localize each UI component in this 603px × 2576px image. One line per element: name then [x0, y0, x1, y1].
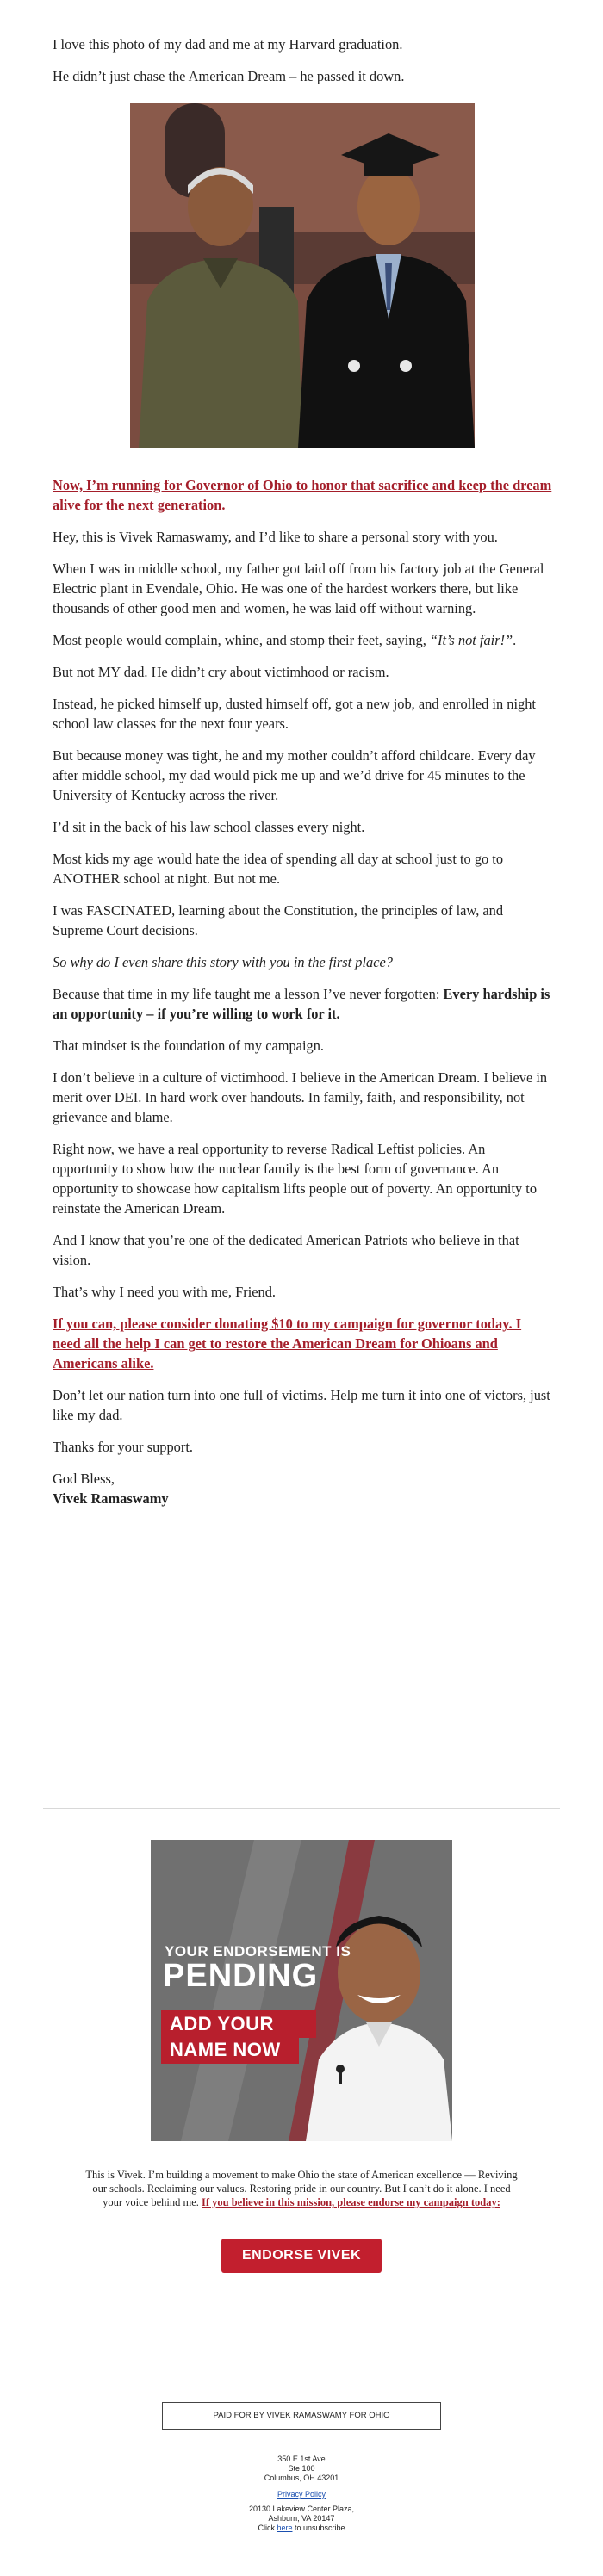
- headline-link-paragraph: [53, 475, 552, 515]
- body-paragraph-4: But not MY dad. He didn’t cry about victimhood or racism.: [53, 664, 389, 680]
- body-paragraph-8: Most kids my age would hate the idea of spending all day at school just to go to ANOTHER school at night. But not me.: [53, 851, 504, 887]
- unsubscribe-text-a: Click: [258, 2523, 277, 2532]
- body-paragraph-12: That mindset is the foundation of my campaign.: [53, 1037, 324, 1054]
- email-body: [53, 34, 552, 1520]
- body-paragraph-5: Instead, he picked himself up, dusted himself off, got a new job, and enrolled in night school law classes for the next four years.: [53, 696, 536, 732]
- body-paragraph-9: I was FASCINATED, learning about the Constitution, the principles of law, and Supreme Court decisions.: [53, 902, 504, 938]
- body-paragraph-17: Don’t let our nation turn into one full of victims. Help me turn it into one of victors, just like my dad.: [53, 1387, 550, 1423]
- body-paragraph-13: I don’t believe in a culture of victimhood. I believe in the American Dream. I believe in merit over DEI. In hard work over handouts. In family, faith, and responsibility, not grievance and blame.: [53, 1069, 548, 1125]
- footer-address-3: Columbus, OH 43201: [264, 2474, 339, 2482]
- body-paragraph-18: Thanks for your support.: [53, 1439, 193, 1455]
- banner-line-2: PENDING: [163, 1958, 319, 1994]
- footer-address-4: 20130 Lakeview Center Plaza,: [248, 2505, 355, 2513]
- section-divider: [43, 1808, 560, 1809]
- unsubscribe-row: [129, 2523, 474, 2533]
- headline-link[interactable]: Now, I’m running for Governor of Ohio to honor that sacrifice and keep the dream alive for the next generation.: [53, 477, 552, 513]
- body-paragraph-3-end: .: [513, 632, 517, 648]
- body-paragraph-1: Hey, this is Vivek Ramaswamy, and I’d like to share a personal story with you.: [53, 529, 498, 545]
- donate-link-paragraph: [53, 1314, 552, 1373]
- cta-endorse-link[interactable]: If you believe in this mission, please endorse my campaign today:: [202, 2196, 500, 2208]
- banner-line-1: YOUR ENDORSEMENT IS: [165, 1943, 351, 1960]
- graduation-photo-illustration: [130, 103, 475, 448]
- unsubscribe-text-b: to unsubscribe: [292, 2523, 345, 2532]
- graduation-photo: [130, 103, 475, 448]
- signoff: God Bless,: [53, 1471, 115, 1487]
- graduation-photo-wrap: [53, 103, 552, 453]
- endorsement-banner[interactable]: [151, 1840, 452, 2141]
- body-paragraph-10: So why do I even share this story with you in the first place?: [53, 954, 393, 970]
- body-paragraph-11-bold: Every hardship is an opportunity – if you’re willing to work for it.: [53, 986, 550, 1022]
- body-paragraph-3-quote: “It’s not fair!”: [429, 632, 513, 648]
- footer: [129, 2455, 474, 2533]
- footer-address-1: 350 E 1st Ave: [277, 2455, 326, 2463]
- intro-paragraph-2: He didn’t just chase the American Dream – he passed it down.: [53, 68, 405, 84]
- body-paragraph-6: But because money was tight, he and my mother couldn’t afford childcare. Every day after middle school, my dad would pick me up and we’d drive for 45 minutes to the University of Kentucky across the river.: [53, 747, 536, 803]
- paid-for-box: PAID FOR BY VIVEK RAMASWAMY FOR OHIO: [162, 2402, 441, 2430]
- endorse-button[interactable]: ENDORSE VIVEK: [221, 2239, 382, 2273]
- donate-link[interactable]: If you can, please consider donating $10 to my campaign for governor today. I need all the help I can get to restore the American Dream for Ohioans and Americans alike.: [53, 1316, 522, 1372]
- body-paragraph-14: Right now, we have a real opportunity to reverse Radical Leftist policies. An opportunity to show how the nuclear family is the best form of governance. An opportunity to showcase how capitalism lifts people out of poverty. An opportunity to reinstate the American Dream.: [53, 1141, 538, 1217]
- banner-red-line-2: NAME NOW: [161, 2036, 299, 2064]
- footer-address-2: Ste 100: [288, 2464, 315, 2473]
- body-paragraph-11-text: Because that time in my life taught me a lesson I’ve never forgotten:: [53, 986, 444, 1002]
- intro-paragraph-1: I love this photo of my dad and me at my Harvard graduation.: [53, 36, 403, 53]
- body-paragraph-7: I’d sit in the back of his law school classes every night.: [53, 819, 365, 835]
- body-paragraph-3: [53, 630, 552, 650]
- footer-privacy-row: [129, 2490, 474, 2499]
- body-paragraph-2: When I was in middle school, my father got laid off from his factory job at the General Electric plant in Evendale, Ohio. He was one of the hardest workers there, but like thousands of other good men and women, he was laid off without warning.: [53, 560, 544, 616]
- cta-body: This is Vivek. I’m building a movement to make Ohio the state of American excellence — Reviving our schools. Reclaiming our values. Restoring pride in our country. But I can’t do it alone. I need your voice behind me.: [85, 2169, 518, 2208]
- footer-spacer: [129, 2483, 474, 2490]
- unsubscribe-link[interactable]: here: [277, 2523, 293, 2532]
- footer-address-5: Ashburn, VA 20147: [268, 2514, 335, 2523]
- signature: Vivek Ramaswamy: [53, 1490, 169, 1507]
- body-paragraph-11: [53, 984, 552, 1024]
- body-paragraph-3-text: Most people would complain, whine, and stomp their feet, saying,: [53, 632, 430, 648]
- body-paragraph-16: That’s why I need you with me, Friend.: [53, 1284, 277, 1300]
- cta-text: [82, 2168, 521, 2209]
- body-paragraph-15: And I know that you’re one of the dedicated American Patriots who believe in that vision.: [53, 1232, 519, 1268]
- banner-red-line-1: ADD YOUR: [161, 2010, 316, 2038]
- privacy-policy-link[interactable]: Privacy Policy: [277, 2490, 326, 2499]
